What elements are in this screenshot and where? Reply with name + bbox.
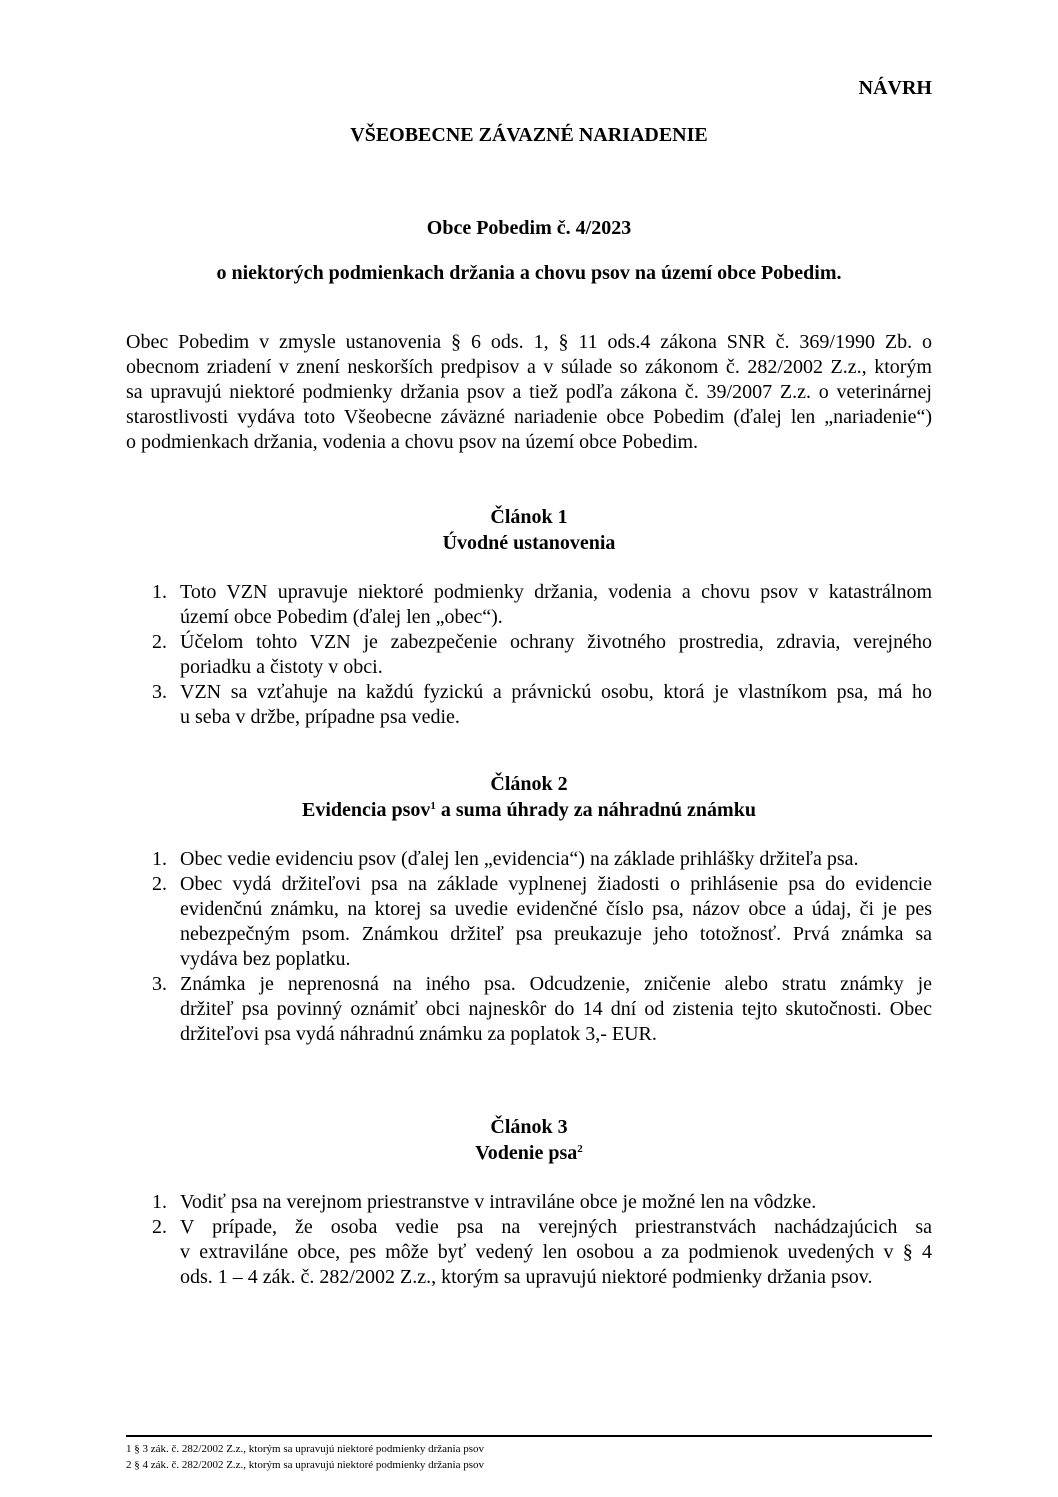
document-title: VŠEOBECNE ZÁVAZNÉ NARIADENIE — [350, 124, 708, 146]
footnote-separator — [126, 1435, 932, 1437]
item-number: 1. — [152, 1191, 167, 1213]
item-line: Známka je neprenosná na iného psa. Odcudzenie, zničenie alebo stratu známky je — [180, 973, 932, 995]
article-2-list — [152, 847, 932, 1047]
list-item — [152, 972, 932, 1047]
list-item — [152, 680, 932, 730]
item-line: VZN sa vzťahuje na každú fyzickú a právnickú osobu, ktorá je vlastníkom psa, má ho — [180, 681, 932, 703]
list-item — [152, 630, 932, 680]
article-title-text: Vodenie psa — [475, 1142, 578, 1164]
item-line: Toto VZN upravuje niektoré podmienky držania, vodenia a chovu psov v katastrálnom — [180, 581, 932, 603]
article-1-header — [0, 505, 1058, 557]
article-title-text: a suma úhrady za náhradnú známku — [435, 799, 756, 821]
item-line: evidenčnú známku, na ktorej sa uvedie evidenčné číslo psa, názov obce a údaj, či je pes — [180, 898, 932, 920]
article-heading: Článok 1 — [490, 506, 568, 528]
item-line: území obce Pobedim (ďalej len „obec“). — [180, 606, 503, 628]
footnote-ref: 1 — [430, 800, 436, 812]
item-line: Vodiť psa na verejnom priestranstve v intraviláne obce je možné len na vôdzke. — [180, 1191, 817, 1213]
item-line: Obec vydá držiteľovi psa na základe vyplnenej žiadosti o prihlásenie psa do evidencie — [180, 873, 932, 895]
item-line: držiteľ psa povinný oznámiť obci najneskôr do 14 dní od zistenia tejto skutočnosti. Obec — [180, 998, 932, 1020]
list-item — [152, 580, 932, 630]
item-number: 1. — [152, 581, 167, 603]
article-title-text: Evidencia psov — [302, 799, 431, 821]
item-line: V prípade, že osoba vedie psa na verejných priestranstvách nachádzajúcich sa — [180, 1216, 932, 1238]
item-number: 3. — [152, 681, 167, 703]
item-line: Obec vedie evidenciu psov (ďalej len „evidencia“) na základe prihlášky držiteľa psa. — [180, 848, 859, 870]
preamble-line: sa upravujú niektoré podmienky držania psov a tiež podľa zákona č. 39/2007 Z.z. o veterinárnej — [126, 381, 932, 403]
list-item — [152, 872, 932, 972]
article-title — [0, 798, 1058, 824]
article-1-list — [152, 580, 932, 730]
draft-label: NÁVRH — [858, 77, 932, 99]
item-number: 2. — [152, 1216, 167, 1238]
item-number: 2. — [152, 873, 167, 895]
article-title — [0, 1141, 1058, 1167]
preamble-line: o podmienkach držania, vodenia a chovu psov na území obce Pobedim. — [126, 431, 699, 453]
preamble-line: Obec Pobedim v zmysle ustanovenia § 6 ods. 1, § 11 ods.4 zákona SNR č. 369/1990 Zb. o — [126, 331, 932, 353]
item-line: nebezpečným psom. Známkou držiteľ psa preukazuje jeho totožnosť. Prvá známka sa — [180, 923, 932, 945]
list-item — [152, 1215, 932, 1290]
item-line: Účelom tohto VZN je zabezpečenie ochrany životného prostredia, zdravia, verejného — [180, 631, 932, 653]
article-heading: Článok 2 — [490, 773, 568, 795]
item-number: 1. — [152, 848, 167, 870]
article-heading: Článok 3 — [490, 1116, 568, 1138]
article-title: Úvodné ustanovenia — [442, 532, 616, 554]
footnote: 1 § 3 zák. č. 282/2002 Z.z., ktorým sa upravujú niektoré podmienky držania psov — [126, 1443, 485, 1455]
document-number: Obce Pobedim č. 4/2023 — [426, 217, 632, 239]
item-number: 3. — [152, 973, 167, 995]
item-line: u seba v držbe, prípadne psa vedie. — [180, 706, 460, 728]
item-line: poriadku a čistoty v obci. — [180, 656, 383, 678]
preamble — [126, 330, 932, 455]
document-subject: o niektorých podmienkach držania a chovu psov na území obce Pobedim. — [216, 262, 842, 284]
footnotes — [126, 1441, 484, 1473]
item-line: ods. 1 – 4 zák. č. 282/2002 Z.z., ktorým sa upravujú niektoré podmienky držania psov. — [180, 1266, 873, 1288]
list-item — [152, 847, 932, 872]
article-3-header — [0, 1115, 1058, 1167]
footnote: 2 § 4 zák. č. 282/2002 Z.z., ktorým sa upravujú niektoré podmienky držania psov — [126, 1459, 485, 1471]
item-number: 2. — [152, 631, 167, 653]
item-line: držiteľovi psa vydá náhradnú známku za poplatok 3,- EUR. — [180, 1023, 657, 1045]
item-line: vydáva bez poplatku. — [180, 948, 351, 970]
footnote-ref: 2 — [577, 1143, 583, 1155]
list-item — [152, 1190, 932, 1215]
item-line: v extraviláne obce, pes môže byť vedený len osobou a za podmienok uvedených v § 4 — [180, 1241, 932, 1263]
preamble-line: obecnom zriadení v znení neskorších predpisov a v súlade so zákonom č. 282/2002 Z.z., ktorým — [126, 356, 932, 378]
article-3-list — [152, 1190, 932, 1290]
preamble-line: starostlivosti vydáva toto Všeobecne záväzné nariadenie obce Pobedim (ďalej len „nariadenie“) — [126, 406, 932, 428]
article-2-header — [0, 772, 1058, 824]
